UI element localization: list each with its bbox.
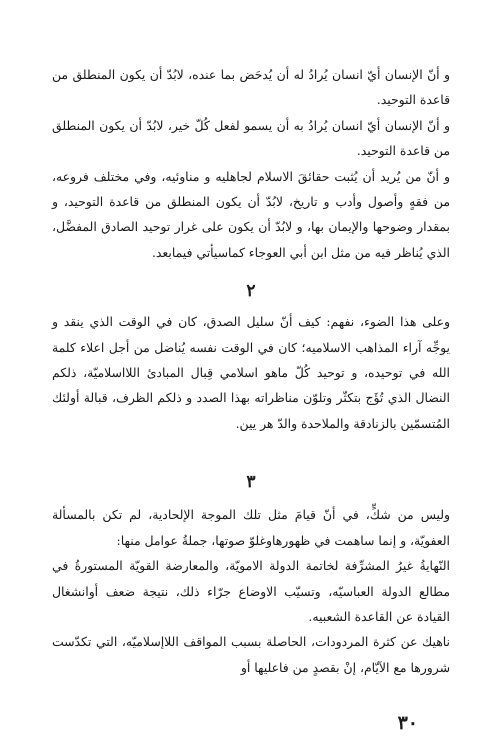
section-number-2: ٢ <box>246 281 256 302</box>
paragraph-umayyad-end: النّهايةُ غيرُ المشرِّفة لخاتمة الدولة الامويّة، والمعارضة القويّة المستورةُ في مطالع الدولة العباسيّه، وتسيّب الاوضاع جرّاء ذلك، نتيجة ضعف أوانشغال القيادة عن القاعدة الشعبيه. <box>52 558 450 624</box>
paragraph-atheist-wave: وليس من شكٍّ، في أنّ قيامَ مثل تلك الموجة الإلحادية، لم تكن بالمسألة العفويّة، و إنما ساهمت في ظهورهاوغلوّ صوتها، جملةُ عوامل منها: <box>52 507 450 548</box>
paragraph-consequences: ناهيك عن كثرة المردودات، الحاصلة بسبب المواقف اللاإسلاميّه، التي تكدّست شرورها مع الآيّام، إنْ بقصدٍ من فاعليها أو <box>52 634 450 675</box>
paragraph-goodness-premise: و أنّ الإنسان أيّ انسان يُرادُ به أن يسمو لفعل كُلّ خير، لابُدّ أن يكون المنطلق من قاعدة التوحيد. <box>52 117 450 159</box>
paragraph-debates: وعلى هذا الضوء، نفهم: كيف أنّ سليل الصدق، كان في الوقت الذي ينقد و يوجِّه آراء المذاهب الاسلاميه؛ كان في الوقت نفسه يُناضل من أجل اعلاء كلمة الله في توحيده، و توحيد كُلّ ماهو اسلامي قِبال المبادئ اللااسلاميّة، ذلكم النضال الذي تُؤَج بتكثّر وتلوّن مناظراته بهذا الصدد و ذلكم الظرف، قبالة أولئك المُتسمّين بالزنادقة والملاحدة والدّ هر يين. <box>52 314 450 431</box>
paragraph-refuted-premise: و أنّ الإنسان أيّ انسان يُرادُ له أن يُدحَض بما عنده، لابُدّ أن يكون المنطلق من قاعدة التوحيد. <box>52 67 450 108</box>
section-number-3: ٣ <box>246 472 256 493</box>
page-number: ٣٠ <box>397 712 418 734</box>
paragraph-proving-premise: و أنّ من يُريد أن يُثبت حقائقَ الاسلام لجاهليه و مناوئيه، وفي مختلف فروعه، من فقهٍ وأصول وأدب و تاريخ، لابُدّ أن يكون المنطلق من قاعدة التوحيد، و بمقدار وضوحها والإيمان بها، و لابُدّ أن يكون على غرار توحيد الصادق المفضَّل، الذي يُناظر فيه من مثل ابن أبي العوجاء كماسيأتي فيمابعد. <box>52 168 450 260</box>
page-body <box>52 62 450 680</box>
